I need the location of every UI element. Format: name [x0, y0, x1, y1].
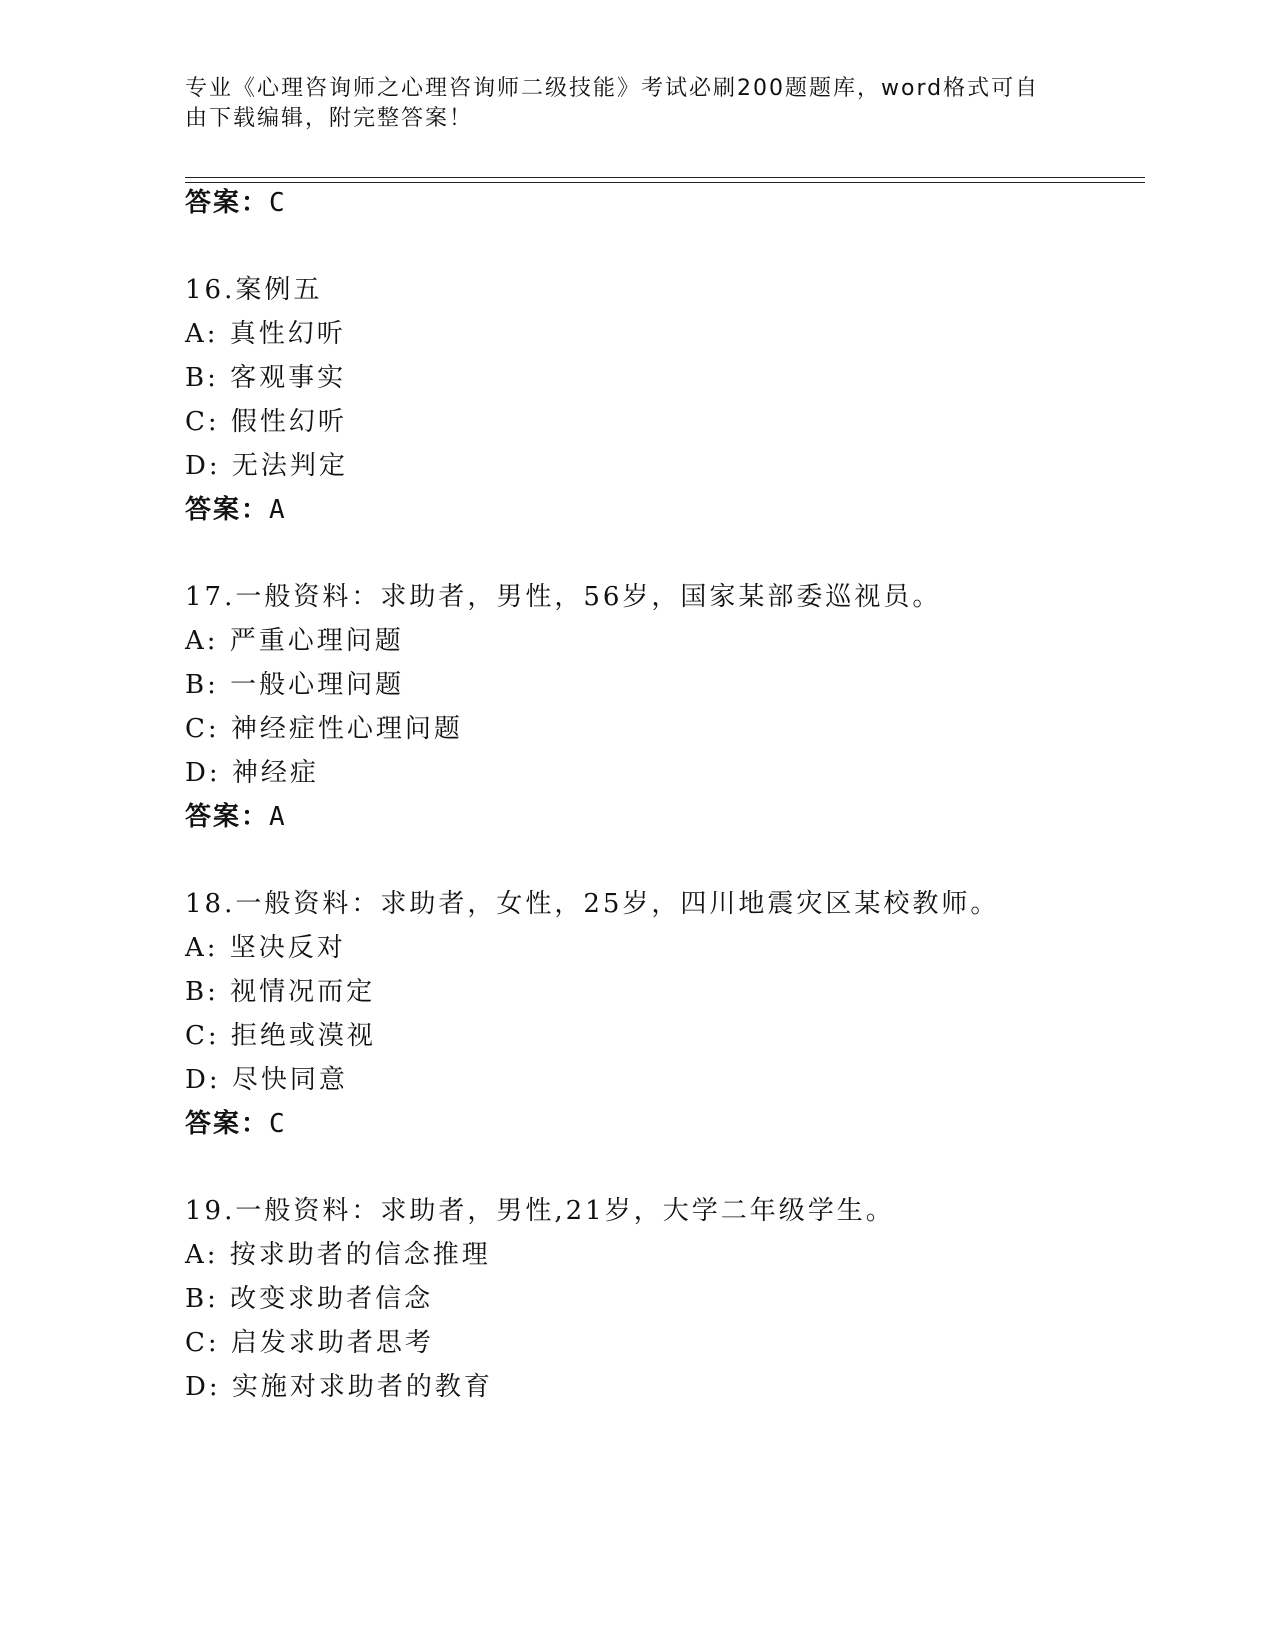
answer-label: 答案：	[185, 188, 270, 218]
option-b: B: 改变求助者信念	[185, 1284, 434, 1314]
option-c: C: 假性幻听	[185, 407, 347, 437]
option-c: C: 神经症性心理问题	[185, 714, 463, 744]
question-stem: 17.一般资料：求助者，男性，56岁，国家某部委巡视员。	[185, 582, 942, 612]
option-b: B: 客观事实	[185, 363, 347, 393]
answer-label: 答案：	[185, 802, 270, 832]
answer-label: 答案：	[185, 495, 270, 525]
option-a: A: 按求助者的信念推理	[185, 1240, 491, 1270]
answer-value: C	[269, 1109, 287, 1139]
option-a: A: 坚决反对	[185, 933, 346, 963]
header-line-1: 专业《心理咨询师之心理咨询师二级技能》考试必刷200题题库，word格式可自	[185, 76, 1040, 101]
question-stem: 18.一般资料：求助者，女性，25岁，四川地震灾区某校教师。	[185, 889, 1000, 919]
option-b: B: 视情况而定	[185, 977, 376, 1007]
answer-line	[185, 493, 287, 527]
option-c: C: 启发求助者思考	[185, 1328, 434, 1358]
header-rule-top	[185, 177, 1145, 178]
header-rule-bottom	[185, 182, 1145, 183]
answer-line	[185, 800, 287, 834]
option-d: D: 尽快同意	[185, 1065, 348, 1095]
option-d: D: 神经症	[185, 758, 319, 788]
option-a: A: 严重心理问题	[185, 626, 404, 656]
option-d: D: 无法判定	[185, 451, 348, 481]
header-line-2: 由下载编辑，附完整答案！	[185, 106, 474, 131]
page-header	[185, 74, 1065, 134]
answer-line	[185, 186, 287, 220]
question-stem: 16.案例五	[185, 275, 323, 305]
answer-value: A	[269, 495, 287, 525]
question-stem: 19.一般资料：求助者，男性,21岁，大学二年级学生。	[185, 1196, 895, 1226]
answer-value: C	[269, 188, 287, 218]
option-a: A: 真性幻听	[185, 319, 346, 349]
answer-label: 答案：	[185, 1109, 270, 1139]
option-c: C: 拒绝或漠视	[185, 1021, 376, 1051]
answer-value: A	[269, 802, 287, 832]
option-d: D: 实施对求助者的教育	[185, 1372, 493, 1402]
answer-line	[185, 1107, 287, 1141]
option-b: B: 一般心理问题	[185, 670, 405, 700]
